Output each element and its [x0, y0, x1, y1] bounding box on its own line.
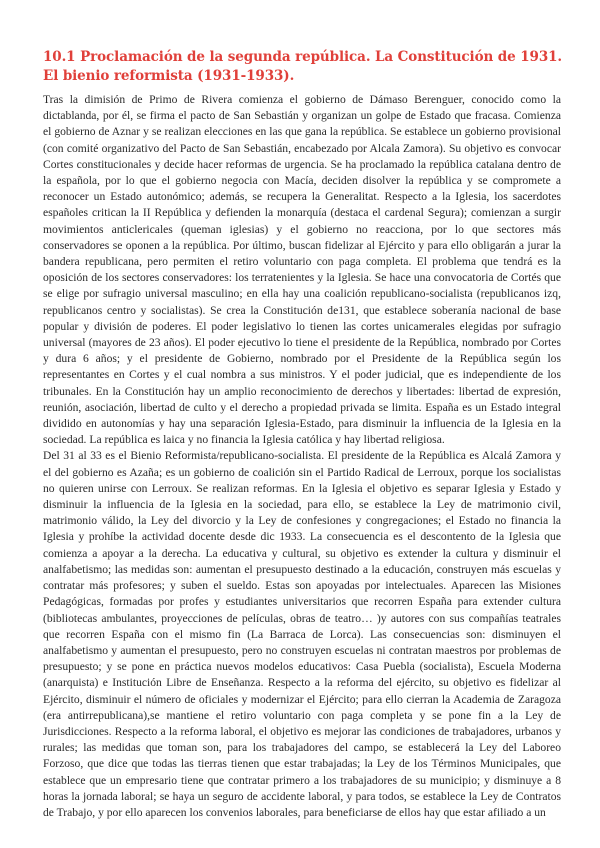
section-title: 10.1 Proclamación de la segunda república. La Constitución de 1931. El bienio reformista (1931-1933).	[43, 49, 563, 84]
paragraph-proclamation: Tras la dimisión de Primo de Rivera comienza el gobierno de Dámaso Berenguer, conocido como la dictablanda, por él, se firma el pacto de San Sebastián y organizan un golpe de Estado que fracasa. Comienza el gobierno de Aznar y se realizan elecciones en las que gana la república. Se establece un gobierno provisional (con comité organizativo del Pacto de San Sebastián, encabezado por Alcala Zamora). Su objetivo es convocar Cortes constitucionales y decide hacer reformas de urgencia. Se ha proclamado la república catalana dentro de la española, por lo que el gobierno negocia con Macía, deciden disolver la república y se compromete a reconocer un Estado autonómico; además, se recupera la Generalitat. Respecto a la Iglesia, los sacerdotes españoles critican la II República y defienden la monarquía (destaca el cardenal Segura); comienzan a surgir movimientos anticlericales (queman iglesias) y el gobierno no reacciona, por lo que sectores más conservadores se oponen a la república. Por último, buscan fidelizar al Ejército y para ello obligarán a jurar la bandera republicana, pero permiten el retiro voluntario con paga completa. El problema que tendrá es la oposición de los sectores conservadores: los terratenientes y la Iglesia. Se hace una convocatoria de Cortés que se elige por sufragio universal masculino; en ella hay una coalición republicano-socialista (republicanos izq, republicanos centro y socialistas). Se crea la Constitución de131, que establece soberanía nacional de base popular y división de poderes. El poder legislativo lo tienen las cortes unicamerales elegidas por sufragio universal (mayores de 23 años). El poder ejecutivo lo tiene el presidente de la República, nombrado por Cortes y dura 6 años; y el presidente de Gobierno, nombrado por el Presidente de la República según los representantes en Cortes y el cual nombra a sus ministros. Y el poder judicial, que es independiente de los tribunales. En la Constitución hay un amplio reconocimiento de derechos y libertades: libertad de expresión, reunión, asociación, libertad de culto y el derecho a propiedad privada se limita. España es un Estado integral dividido en autonomías y hay una separación Iglesia-Estado, para disminuir la influencia de la Iglesia en la sociedad. La república es laica y no financia la Iglesia católica y hay libertad religiosa.	[43, 93, 561, 447]
paragraph-bienio-reformista: Del 31 al 33 es el Bienio Reformista/republicano-socialista. El presidente de la República es Alcalá Zamora y el del gobierno es Azaña; es un gobierno de coalición sin el Partido Radical de Lerroux, porque los socialistas no quieren unirse con Lerroux. Se realizan reformas. En la Iglesia el objetivo es separar Iglesia y Estado y disminuir la influencia de la Iglesia en la sociedad, para ello, se establece la Ley de matrimonio civil, matrimonio válido, la Ley del divorcio y la Ley de confesiones y congregaciones; el Estado no financia la Iglesia y prohíbe la actividad docente desde dic 1933. La consecuencia es el descontento de la Iglesia que comienza a apoyar a la derecha. La educativa y cultural, su objetivo es extender la cultura y disminuir el analfabetismo; las medidas son: aumentan el presupuesto destinado a la educación, construyen más escuelas y contratar más profesores; y suben el sueldo. Estas son apoyadas por intelectuales. Aparecen las Misiones Pedagógicas, formadas por profes y estudiantes universitarios que recorren España para extender cultura (bibliotecas ambulantes, proyecciones de películas, obras de teatro… )y autores con sus compañías teatrales que recorren España con el mismo fin (La Barraca de Lorca). Las consecuencias son: disminuyen el analfabetismo y aumentan el presupuesto, pero no construyen escuelas ni contratan maestros por problemas de presupuesto; y se pone en práctica nuevos modelos educativos: Casa Puebla (socialista), Escuela Moderna (anarquista) e Institución Libre de Enseñanza. Respecto a la reforma del ejército, su objetivo es fidelizar al Ejército, disminuir el número de oficiales y modernizar el Ejército; para ello cierran la Academia de Zaragoza (era antirrepublicana),se mantiene el retiro voluntario con paga completa y se pone fin a la Ley de Jurisdicciones. Respecto a la reforma laboral, el objetivo es mejorar las condiciones de trabajadores, urbanos y rurales; las medidas que toman son, para los trabajadores del campo, se establecerá la Ley del Laboreo Forzoso, que dice que todas las tierras tienen que estar trabajadas; la Ley de los Términos Municipales, que establece que un empresario tiene que contratar primero a los trabajadores de su municipio; y disminuye a 8 horas la jornada laboral; se haya un seguro de accidente laboral, y para todos, se establece la Ley de Contratos de Trabajo, y por ello aparecen los convenios laborales, para beneficiarse de ellos hay que estar afiliado a un	[43, 449, 561, 819]
document-body	[43, 92, 561, 821]
